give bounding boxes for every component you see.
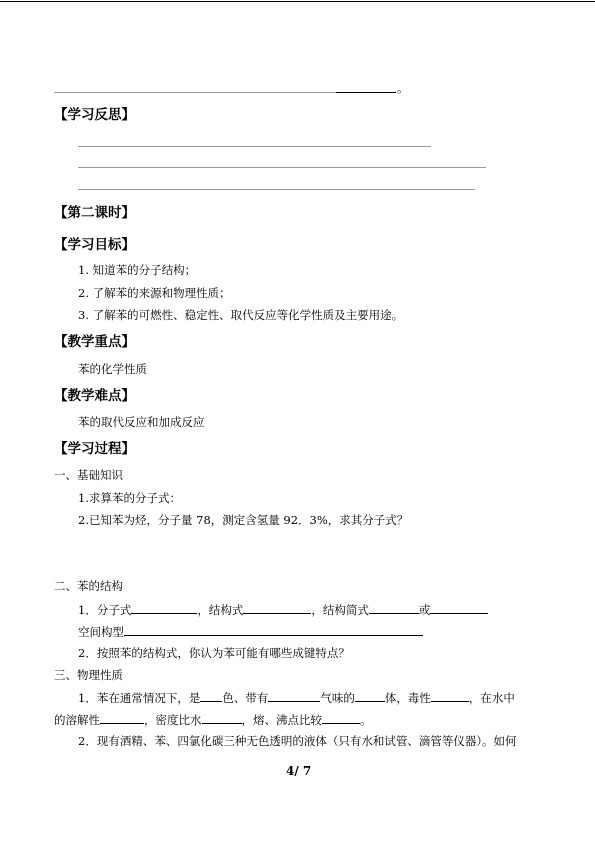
- goal-item-3: 3. 了解苯的可燃性、稳定性、取代反应等化学性质及主要用途。: [78, 308, 404, 322]
- reflection-line-2: [78, 167, 486, 168]
- goal-item-2: 2. 了解苯的来源和物理性质；: [78, 286, 231, 300]
- solubility-blank[interactable]: [100, 711, 144, 724]
- process-heading: 【学习过程】: [54, 441, 135, 457]
- spatial-config-blank[interactable]: [124, 623, 423, 636]
- section-3-question-1-line-2: [54, 711, 372, 728]
- odor-blank[interactable]: [268, 689, 320, 702]
- answer-line: [54, 92, 336, 93]
- toxicity-blank[interactable]: [431, 689, 469, 702]
- q1-structure-label: ，结构式: [197, 603, 244, 617]
- difficulty-text: 苯的取代反应和加成反应: [78, 415, 205, 429]
- spatial-config-line: [78, 623, 423, 640]
- density-blank[interactable]: [202, 711, 242, 724]
- color-blank[interactable]: [200, 689, 222, 702]
- difficulty-heading: 【教学难点】: [54, 388, 135, 404]
- key-point-heading: 【教学重点】: [54, 334, 135, 350]
- phase-blank[interactable]: [355, 689, 385, 702]
- alternate-blank[interactable]: [430, 601, 488, 614]
- section-3-title: 三、物理性质: [54, 668, 123, 682]
- answer-blank: [336, 92, 396, 93]
- section-1-question-2: 2.已知苯为烃，分子量 78，测定含氢量 92．3%，求其分子式？: [78, 513, 409, 527]
- section-3-question-1-line-1: [78, 689, 515, 706]
- reflection-line-1: [78, 146, 431, 147]
- spatial-config-label: 空间构型: [78, 625, 124, 639]
- simplified-blank[interactable]: [369, 601, 419, 614]
- q1-end-mark: 。: [360, 713, 372, 727]
- page-number: 4/ 7: [286, 764, 312, 778]
- goal-item-1: 1. 知道苯的分子结构；: [78, 263, 197, 277]
- header-rule: [0, 1, 595, 2]
- q1-density-label: ，密度比水: [144, 713, 202, 727]
- q1-formula-label: 1．分子式: [78, 603, 132, 617]
- q1-phase-label: 气味的: [320, 691, 355, 705]
- section-3-question-2: 2．现有酒精、苯、四氯化碳三种无色透明的液体（只有水和试管、滴管等仪器）。如何: [78, 734, 517, 748]
- structure-blank[interactable]: [243, 601, 311, 614]
- q1-state-label: 1．苯在通常情况下，是: [78, 691, 201, 705]
- q1-boiling-label: ，熔、沸点比较: [241, 713, 322, 727]
- reflection-heading: 【学习反思】: [54, 107, 135, 123]
- boiling-blank[interactable]: [322, 711, 360, 724]
- q1-odor-label: 色、带有: [222, 691, 269, 705]
- section-1-question-1: 1.求算苯的分子式：: [78, 491, 181, 505]
- q1-water-label: ，在水中: [468, 691, 515, 705]
- section-2-title: 二、苯的结构: [54, 579, 123, 593]
- q1-solubility-label: 的溶解性: [54, 713, 100, 727]
- key-point-text: 苯的化学性质: [78, 362, 147, 376]
- q1-simplified-label: ，结构简式: [311, 603, 369, 617]
- section-1-title: 一、基础知识: [54, 468, 123, 482]
- second-lesson-heading: 【第二课时】: [54, 205, 135, 221]
- sentence-end-mark: 。: [397, 81, 409, 95]
- q1-or-label: 或: [418, 603, 431, 617]
- q1-toxicity-label: 体，毒性: [384, 691, 431, 705]
- goals-heading: 【学习目标】: [54, 237, 135, 253]
- section-2-question-1: [78, 601, 488, 618]
- section-2-question-2: 2．按照苯的结构式，你认为苯可能有哪些成键特点？: [78, 646, 350, 660]
- reflection-line-3: [78, 189, 475, 190]
- formula-blank[interactable]: [131, 601, 197, 614]
